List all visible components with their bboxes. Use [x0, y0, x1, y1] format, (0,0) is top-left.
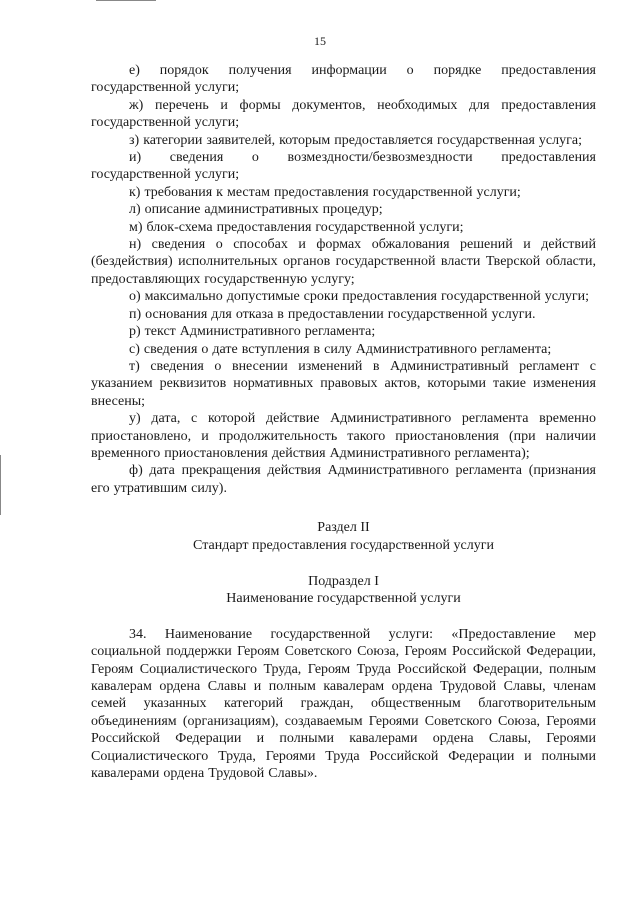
- list-item-p: п) основания для отказа в предоставлении государственной услуги.: [129, 306, 536, 322]
- section-label: Раздел II: [317, 520, 370, 536]
- list-item-t: т) сведения о внесении изменений в Административный регламент с указанием реквизитов нормативных правовых актов, которыми такие изменения внесены;: [91, 358, 596, 409]
- list-item-z: з) категории заявителей, которым предоставляется государственная услуга;: [129, 132, 582, 148]
- list-item-s: с) сведения о дате вступления в силу Административного регламента;: [129, 341, 552, 357]
- list-item-i: и) сведения о возмездности/безвозмездности предоставления государственной услуги;: [91, 150, 596, 183]
- scan-edge-mark-top: [96, 0, 156, 1]
- list-item-k: к) требования к местам предоставления государственной услуги;: [129, 184, 521, 200]
- list-item-o: о) максимально допустимые сроки предоставления государственной услуги;: [129, 289, 590, 305]
- document-body: [91, 62, 596, 782]
- paragraph-34: 34. Наименование государственной услуги: «Предоставление мер социальной поддержки Героям Советского Союза, Героям Российской Федерации, Героям Социалистического Труда, Героям Труда Российской Федерации, полным кавалерам ордена Славы и полным кавалерам ордена Трудовой Славы, членам семей указанных категорий граждан, общественным благотворительным объединениям (организациям), создаваемым Героями Советского Союза, Героями Российской Федерации и полными кавалерами ордена Славы, Героями Социалистического Труда, Героями Труда Российской Федерации и полными кавалерами ордена Трудовой Славы».: [91, 626, 596, 782]
- scan-edge-mark-left: [0, 455, 1, 515]
- list-item-u: у) дата, с которой действие Административного регламента временно приостановлено, и продолжительность такого приостановления (при наличии временного приостановления действия Административного регламента);: [91, 411, 596, 461]
- page-number: 15: [314, 34, 326, 48]
- list-item-l: л) описание административных процедур;: [129, 202, 383, 218]
- list-item-f: ф) дата прекращения действия Административного регламента (признания его утратившим силу).: [91, 463, 596, 496]
- list-item-m: м) блок-схема предоставления государственной услуги;: [129, 219, 464, 235]
- subsection-label: Подраздел I: [308, 573, 379, 589]
- list-item-e: е) порядок получения информации о порядке предоставления государственной услуги;: [91, 63, 596, 96]
- list-item-zh: ж) перечень и формы документов, необходимых для предоставления государственной услуги;: [91, 97, 596, 131]
- subsection-title: Наименование государственной услуги: [226, 591, 461, 607]
- section-title: Стандарт предоставления государственной услуги: [193, 537, 494, 553]
- list-item-n: н) сведения о способах и формах обжалования решений и действий (бездействия) исполнительных органов государственной власти Тверской области, предоставляющих государственную услугу;: [91, 237, 596, 287]
- list-item-r: р) текст Административного регламента;: [129, 324, 376, 340]
